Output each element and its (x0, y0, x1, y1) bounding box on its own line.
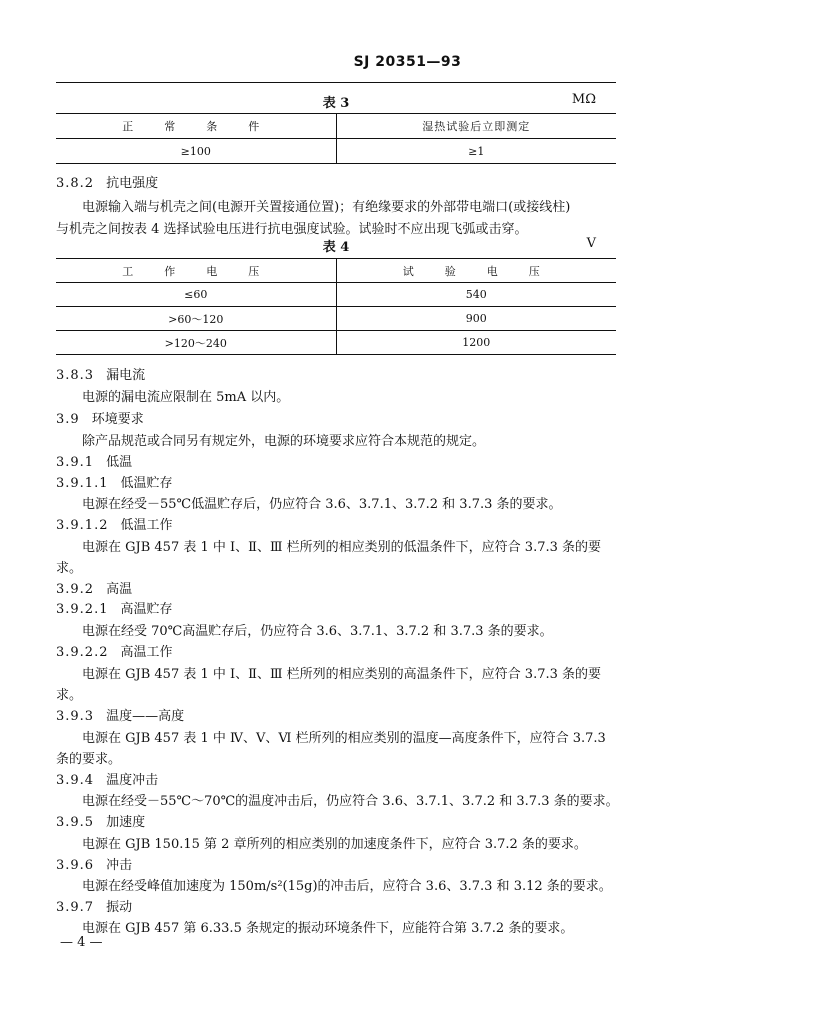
section-3-9-3-text-2: 条的要求。 (56, 752, 122, 767)
table3-title: 表 3 (322, 96, 350, 111)
section-3-9-1-1-text: 电源在经受－55℃低温贮存后，仍应符合 3.6、3.7.1、3.7.2 和 3.7.3 条的要求。 (82, 497, 562, 512)
table3-header-row (56, 114, 616, 139)
table4 (56, 258, 616, 355)
section-3-9-2-2-text-1: 电源在 GJB 457 表 1 中 Ⅰ、Ⅱ、Ⅲ 栏所列的相应类别的高温条件下，应符合 3.7.3 条的要 (82, 667, 602, 682)
page-number: — 4 — (60, 935, 103, 950)
table-row (56, 139, 616, 164)
section-3-9-2-2-text-2: 求。 (56, 688, 83, 703)
section-3-9-2-1-heading: 3.9.2.1 高温贮存 (56, 602, 173, 617)
section-3-9-3-text-1: 电源在 GJB 457 表 1 中 Ⅳ、Ⅴ、Ⅵ 栏所列的相应类别的温度—高度条件下，应符合 3.7.3 (82, 731, 606, 746)
table4-header-row (56, 259, 616, 283)
section-3-9-1-1-heading: 3.9.1.1 低温贮存 (56, 476, 173, 491)
section-3-8-3-heading: 3.8.3 漏电流 (56, 368, 146, 383)
section-3-9-4-text: 电源在经受－55℃～70℃的温度冲击后，仍应符合 3.6、3.7.1、3.7.2 和 3.7.3 条的要求。 (82, 794, 619, 809)
section-3-9-7-text: 电源在 GJB 457 第 6.33.5 条规定的振动环境条件下，应能符合第 3.7.2 条的要求。 (82, 921, 574, 936)
table3-cell: ≥1 (336, 139, 616, 164)
section-3-9-3-heading: 3.9.3 温度——高度 (56, 709, 185, 724)
section-3-9-1-2-text-2: 求。 (56, 561, 83, 576)
table4-col-working-voltage: 工 作 电 压 (122, 264, 270, 278)
table4-cell: >60～120 (168, 312, 224, 326)
section-3-8-2-text-1: 电源输入端与机壳之间(电源开关置接通位置)；有绝缘要求的外部带电端口(或接线柱) (82, 200, 571, 215)
section-3-9-2-heading: 3.9.2 高温 (56, 582, 133, 597)
table4-title: 表 4 (322, 240, 350, 255)
table3-col-normal: 正 常 条 件 (122, 120, 270, 133)
table3-unit: MΩ (571, 92, 596, 107)
section-3-9-5-heading: 3.9.5 加速度 (56, 815, 146, 830)
section-3-9-text: 除产品规范或合同另有规定外，电源的环境要求应符合本规范的规定。 (82, 434, 486, 449)
table4-col-test-voltage: 试 验 电 压 (336, 259, 616, 283)
table-row (56, 283, 616, 307)
section-3-8-2-text-2: 与机壳之间按表 4 选择试验电压进行抗电强度试验。试验时不应出现飞弧或击穿。 (56, 222, 528, 237)
table4-cell: 540 (336, 283, 616, 307)
table3-cell: ≥100 (180, 144, 211, 158)
section-3-9-1-heading: 3.9.1 低温 (56, 455, 133, 470)
section-3-9-4-heading: 3.9.4 温度冲击 (56, 773, 159, 788)
table4-cell: ≤60 (184, 288, 208, 301)
section-3-9-6-heading: 3.9.6 冲击 (56, 858, 133, 873)
table-row (56, 307, 616, 331)
section-3-9-6-text: 电源在经受峰值加速度为 150m/s²(15g)的冲击后，应符合 3.6、3.7.3 和 3.12 条的要求。 (82, 879, 612, 894)
document-code: SJ 20351—93 (353, 54, 462, 70)
table4-cell: >120～240 (164, 336, 227, 350)
table4-cell: 900 (336, 307, 616, 331)
section-3-9-2-2-heading: 3.9.2.2 高温工作 (56, 645, 173, 660)
section-3-9-2-1-text: 电源在经受 70℃高温贮存后，仍应符合 3.6、3.7.1、3.7.2 和 3.7.3 条的要求。 (82, 624, 553, 639)
table4-unit: V (586, 236, 596, 251)
table4-cell: 1200 (336, 331, 616, 355)
section-3-9-1-2-heading: 3.9.1.2 低温工作 (56, 518, 173, 533)
section-3-9-7-heading: 3.9.7 振动 (56, 900, 133, 915)
section-3-9-1-2-text-1: 电源在 GJB 457 表 1 中 Ⅰ、Ⅱ、Ⅲ 栏所列的相应类别的低温条件下，应符合 3.7.3 条的要 (82, 540, 602, 555)
section-3-9-heading: 3.9 环境要求 (56, 412, 144, 427)
section-3-8-2-heading: 3.8.2 抗电强度 (56, 176, 159, 191)
table3 (56, 113, 616, 164)
section-3-9-5-text: 电源在 GJB 150.15 第 2 章所列的相应类别的加速度条件下，应符合 3.7.2 条的要求。 (82, 837, 587, 852)
table3-col-humid: 湿热试验后立即测定 (336, 114, 616, 139)
section-3-8-3-text: 电源的漏电流应限制在 5mA 以内。 (82, 390, 290, 405)
header-divider (56, 82, 616, 83)
table-row (56, 331, 616, 355)
